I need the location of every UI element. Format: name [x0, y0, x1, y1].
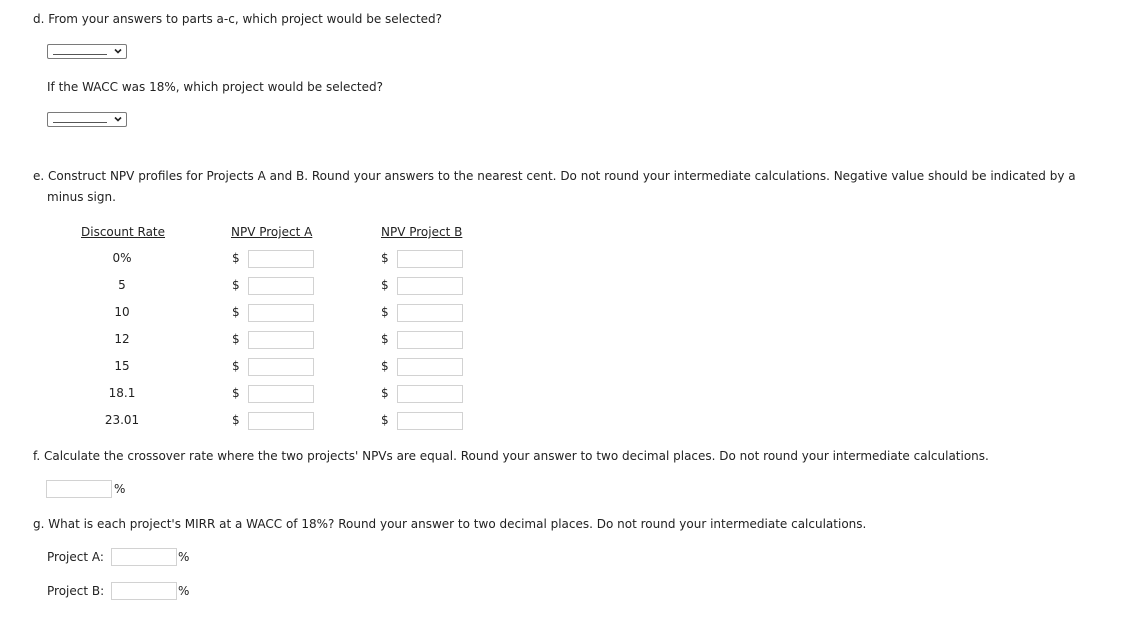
header-npv-project-a: NPV Project A	[231, 225, 313, 239]
dollar-sign: $	[232, 251, 240, 265]
discount-rate-value: 0%	[112, 251, 132, 265]
part-g-question: g. What is each project's MIRR at a WACC of 18%? Round your answer to two decimal places. Do not round your intermediate calculations.	[33, 517, 867, 531]
npv-project-b-input[interactable]	[397, 331, 463, 349]
mirr-b-percent-sign: %	[178, 584, 190, 598]
npv-project-a-input[interactable]	[248, 358, 314, 376]
crossover-percent-sign: %	[114, 482, 126, 496]
npv-project-b-input[interactable]	[397, 250, 463, 268]
header-discount-rate: Discount Rate	[81, 225, 166, 239]
project-b-label: Project B:	[47, 584, 105, 598]
discount-rate-value: 10	[114, 305, 130, 319]
chevron-down-icon	[114, 47, 122, 55]
mirr-project-a-input[interactable]	[111, 548, 177, 566]
discount-rate-value: 12	[114, 332, 130, 346]
select-placeholder-line	[53, 122, 107, 123]
dollar-sign: $	[232, 359, 240, 373]
project-select-wacc18-dropdown[interactable]	[47, 112, 127, 127]
npv-project-a-input[interactable]	[248, 250, 314, 268]
npv-project-b-input[interactable]	[397, 412, 463, 430]
npv-project-a-input[interactable]	[248, 385, 314, 403]
npv-project-a-input[interactable]	[248, 304, 314, 322]
npv-project-b-input[interactable]	[397, 385, 463, 403]
npv-project-a-input[interactable]	[248, 412, 314, 430]
mirr-project-b-input[interactable]	[111, 582, 177, 600]
discount-rate-value: 5	[118, 278, 126, 292]
part-f-question: f. Calculate the crossover rate where the two projects' NPVs are equal. Round your answer to two decimal places. Do not round your intermediate calculations.	[33, 449, 989, 463]
part-e-question-continued: minus sign.	[47, 190, 116, 204]
npv-project-b-input[interactable]	[397, 358, 463, 376]
mirr-a-percent-sign: %	[178, 550, 190, 564]
part-d-followup-question: If the WACC was 18%, which project would be selected?	[47, 80, 383, 94]
dollar-sign: $	[381, 413, 389, 427]
dollar-sign: $	[381, 386, 389, 400]
npv-project-a-input[interactable]	[248, 277, 314, 295]
discount-rate-value: 23.01	[104, 413, 140, 427]
dollar-sign: $	[232, 413, 240, 427]
crossover-rate-input[interactable]	[46, 480, 112, 498]
dollar-sign: $	[381, 278, 389, 292]
project-a-label: Project A:	[47, 550, 104, 564]
discount-rate-value: 18.1	[108, 386, 136, 400]
dollar-sign: $	[381, 332, 389, 346]
dollar-sign: $	[381, 359, 389, 373]
project-select-dropdown[interactable]	[47, 44, 127, 59]
dollar-sign: $	[381, 305, 389, 319]
dollar-sign: $	[232, 332, 240, 346]
select-placeholder-line	[53, 54, 107, 55]
header-npv-project-b: NPV Project B	[381, 225, 463, 239]
npv-project-b-input[interactable]	[397, 277, 463, 295]
dollar-sign: $	[381, 251, 389, 265]
part-d-question: d. From your answers to parts a-c, which project would be selected?	[33, 12, 443, 26]
dollar-sign: $	[232, 305, 240, 319]
dollar-sign: $	[232, 386, 240, 400]
chevron-down-icon	[114, 115, 122, 123]
npv-project-a-input[interactable]	[248, 331, 314, 349]
dollar-sign: $	[232, 278, 240, 292]
npv-project-b-input[interactable]	[397, 304, 463, 322]
part-e-question: e. Construct NPV profiles for Projects A and B. Round your answers to the nearest cent. Do not round your intermediate calculations. Negative value should be indicated by a	[33, 169, 1076, 183]
discount-rate-value: 15	[114, 359, 130, 373]
